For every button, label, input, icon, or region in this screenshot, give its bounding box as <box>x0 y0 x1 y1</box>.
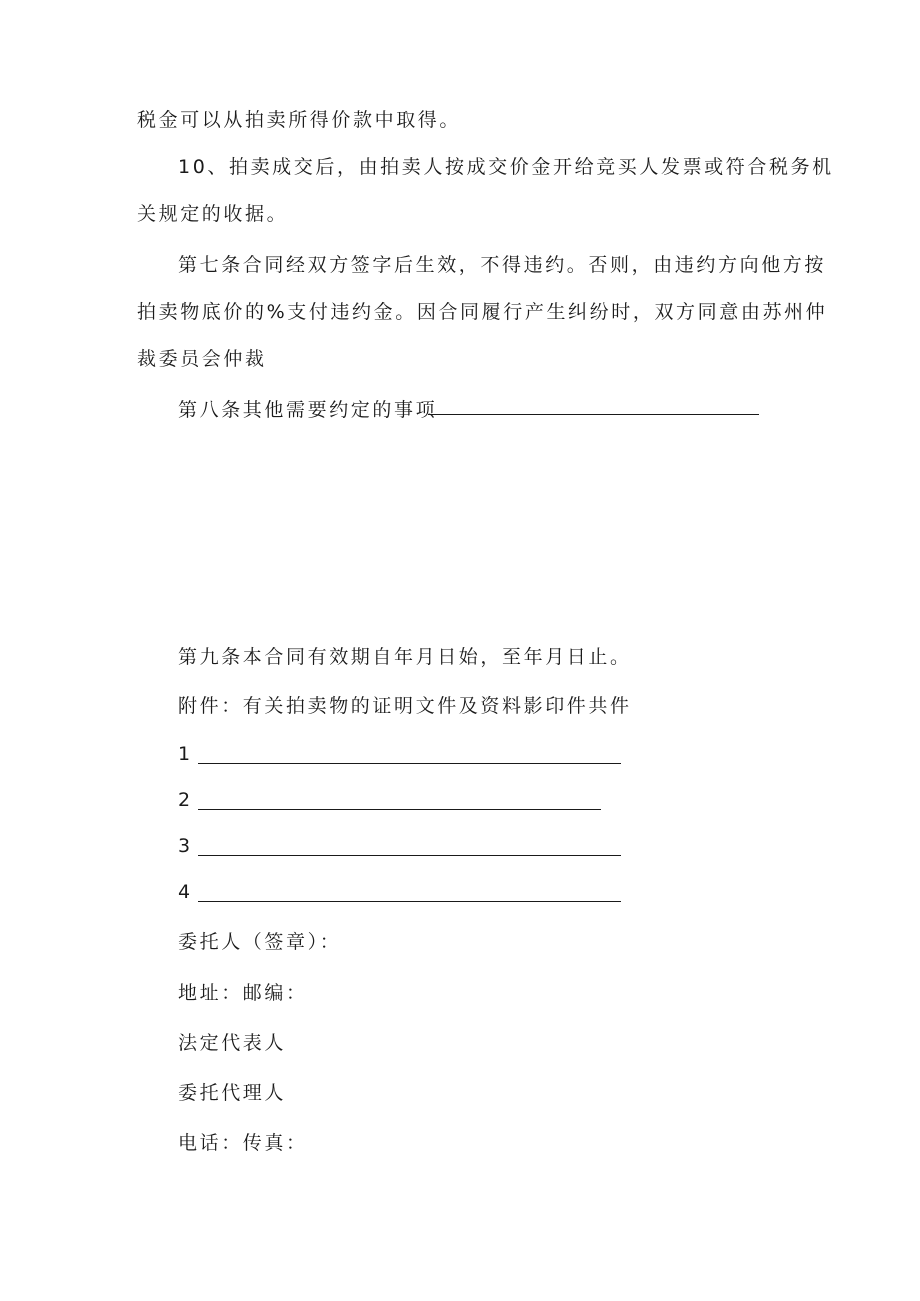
legal-representative-label: 法定代表人 <box>178 1032 287 1054</box>
authorized-agent-label: 委托代理人 <box>178 1082 287 1104</box>
address-zip-label: 地址：邮编： <box>178 982 308 1004</box>
attachment-blank[interactable] <box>198 855 621 856</box>
attachment-item-2 <box>178 788 196 812</box>
attachment-number: 4 <box>178 881 191 903</box>
attachment-item-4 <box>178 880 196 904</box>
article6-item10-line1: 10、拍卖成交后，由拍卖人按成交价金开给竞买人发票或符合税务机 <box>178 156 834 178</box>
article6-item10-line2: 关规定的收据。 <box>137 203 289 225</box>
client-signature-label: 委托人（签章）： <box>178 931 342 953</box>
attachment-blank[interactable] <box>198 763 621 764</box>
article8-line <box>178 398 437 422</box>
article6-tax-line: 税金可以从拍卖所得价款中取得。 <box>137 109 462 131</box>
attachment-blank[interactable] <box>198 809 601 810</box>
attachment-item-3 <box>178 834 196 858</box>
attachment-number: 3 <box>178 835 191 857</box>
article7-line2: 拍卖物底价的%支付违约金。因合同履行产生纠纷时，双方同意由苏州仲 <box>137 301 828 323</box>
attachment-blank[interactable] <box>198 901 621 902</box>
article9-line: 第九条本合同有效期自年月日始，至年月日止。 <box>178 646 632 668</box>
phone-fax-label: 电话：传真： <box>178 1132 308 1154</box>
article7-line3: 裁委员会仲裁 <box>137 348 267 370</box>
attachment-number: 1 <box>178 743 191 765</box>
attachments-title: 附件：有关拍卖物的证明文件及资料影印件共件 <box>178 695 632 717</box>
attachment-number: 2 <box>178 789 191 811</box>
attachment-item-1 <box>178 742 196 766</box>
article8-blank[interactable] <box>428 414 759 415</box>
article7-line1: 第七条合同经双方签字后生效，不得违约。否则，由违约方向他方按 <box>178 254 827 276</box>
article8-label: 第八条其他需要约定的事项 <box>178 399 438 421</box>
